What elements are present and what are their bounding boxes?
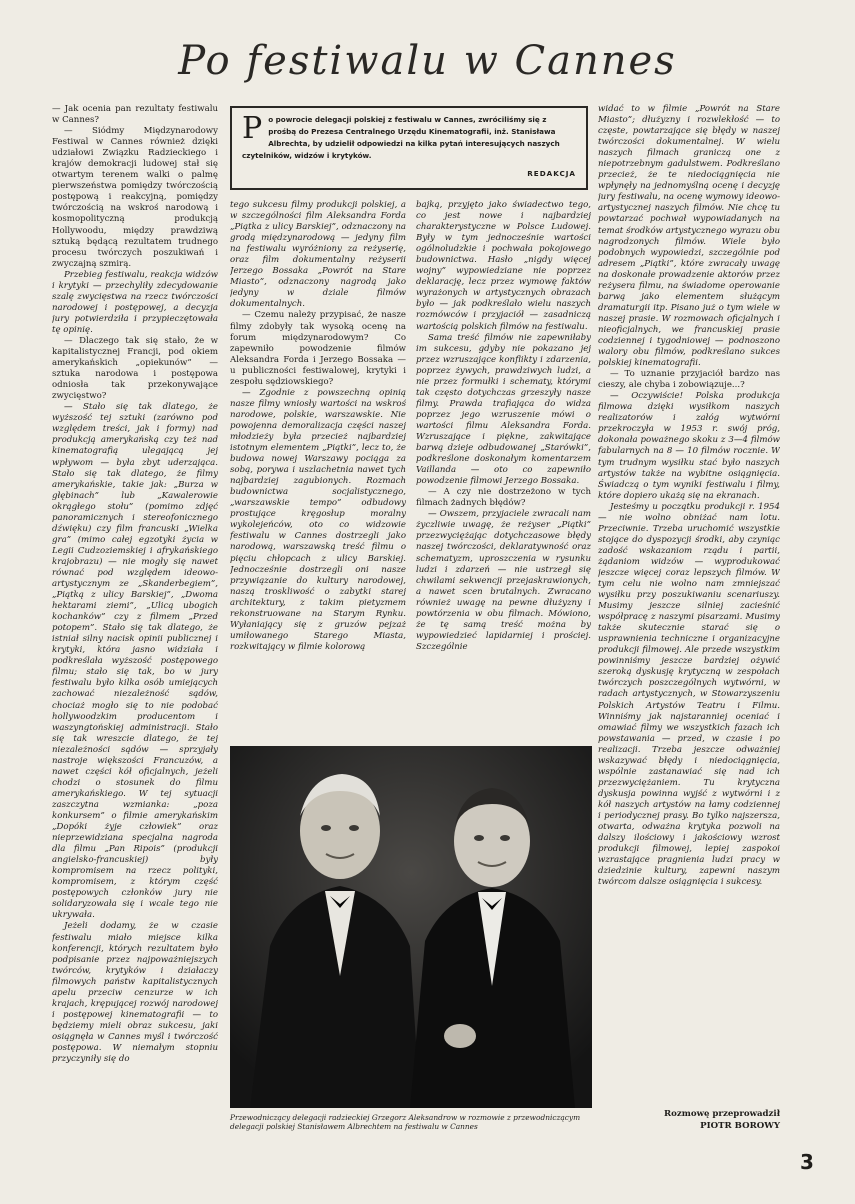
paragraph: tego sukcesu filmy produkcji polskiej, a w szczególności film Aleksandra Forda „Piątka z ulicy Barskiej”, odznaczony na grodą międzynarodową — jedyny film na festiwalu wyróżniony za reżyserię, oraz film dokumentalny reżyserii Jerzego Bossaka „Powrót na Stare Miasto”, odznaczony nagrodą jako jedyny w dziale filmów dokumentalnych. [230,200,406,310]
paragraph: — A czy nie dostrzeżono w tych filmach żadnych błędów? [416,487,591,509]
text-column-1 [52,104,218,1140]
paragraph: — Siódmy Międzynarodowy Festiwal w Cannes również dzięki udziałowi Związku Radzieckiego i krajów demokracji ludowej stał się otwartym terenem walki o palmę pierwszeństwa pomiędzy twórczością postępową i reakcyjną, pomiędzy twórczością na wskroś narodową i kosmopolityczną produkcją Hollywoodu, między prawdziwą sztuką będącą rezultatem trudnego procesu twórczych poszukiwań i zwyczajną szmirą. [52,126,218,269]
paragraph: — Owszem, przyjaciele zwracali nam życzliwie uwagę, że reżyser „Piątki” przezwyciężając dotychczasowe błędy naszej twórczości, deklaratywność oraz schematyzm, uproszczenia w rysunku ludzi i zdarzeń — nie ustrzegł się chwilami sekwencji przejaskrawionych, a nawet scen brutalnych. Zwracano również uwagę na pewne dłużyzny i powtórzenia w obu filmach. Mówiono, że tę samą treść można by wypowiedzieć lapidarniej i prościej. Szczególnie [416,509,591,652]
intro-text: o powrocie delegacji polskiej z festiwalu w Cannes, zwróciliśmy się z prośbą do Prezesa Centralnego Urzędu Kinematografii, inż. Stanisława Albrechta, by udzielił odpowiedzi na kilka pytań interesujących naszych czytelników, widzów i krytyków. [242,115,560,160]
paragraph: — Dlaczego tak się stało, że w kapitalistycznej Francji, pod okiem amerykańskich „opiekunów” — sztuka narodowa i postępowa odniosła tak przekonywające zwycięstwo? [52,335,218,402]
intro-box [230,106,588,190]
text-column-2 [230,200,406,728]
paragraph: — Zgodnie z powszechną opinią nasze filmy wniosły wartości na wskroś narodowe, polskie, warszawskie. Nie powojenna demoralizacja części naszej młodzieży była przecież najbardziej istotnym elementem „Piątki”, lecz to, że budowa nowej Warszawy pociąga za sobą, porywa i uszlachetnia nawet tych najbardziej zagubionych. Rozmach budownictwa socjalistycznego, „warszawskie tempo” odbudowy prostujące kręgosłup moralny wykolejeńców, oto co widzowie festiwalu w Cannes dostrzegli jako narodową, warszawską treść filmu o pięciu chłopcach z ulicy Barskiej. Jednocześnie dostrzegli oni nasze przywiązanie do kultury narodowej, naszą troskliwość o zabytki starej architektury, z takim pietyzmem rekonstruowane na Starym Rynku. Wyłaniający się z gruzów pejzaż umiłowanego Starego Miasta, rozkwitający w filmie kolorową [230,387,406,652]
paragraph: Jesteśmy u początku produkcji r. 1954 — nie wolno obniżać nam lotu. Przeciwnie. Trzeba uruchomić wszystkie stojące do dyspozycji środki, aby czyniąc zadość wskazaniom rządu i partii, żądaniom widzów — wyprodukować jeszcze więcej coraz lepszych filmów. W tym celu nie wolno nam zmniejszać wysiłku przy poszukiwaniu scenariuszy. Musimy jeszcze silniej zacieśnić współpracę z naszymi pisarzami. Musimy także skutecznie starać się o usprawnienia techniczne i organizacyjne produkcji filmowej. Ale przede wszystkim powinniśmy jeszcze bardziej ożywić szeroką dyskusję krytyczną w zespołach twórczych poszczególnych wytwórni, w radach artystycznych, w Stowarzyszeniu Polskich Artystów Teatru i Filmu. Winniśmy jak najstaranniej oceniać i omawiać filmy we wszystkich fazach ich powstawania — przed, w czasie i po realizacji. Trzeba jeszcze odważniej wskazywać błędy i niedociągnięcia, wspólnie zastanawiać się nad ich przezwyciężaniem. Tu krytyczna dyskusja powinna wyjść z wytwórni i z kół naszych artystów na łamy codziennej i periodycznej prasy. Bo tylko najszersza, otwarta, odważna krytyka pozwoli na dalszy ilościowy i jakościowy wzrost produkcji filmowej, lepiej zaspokoi wzrastające pragnienia ludzi pracy w dziedzinie kultury, zapewni naszym twórcom dalsze osiągnięcia i sukcesy. [598,501,780,888]
paragraph: bajką, przyjęto jako świadectwo tego, co jest nowe i najbardziej charakterystyczne w Polsce Ludowej. Były w tym jednocześnie wartości ogólnoludzkie i pochwała pokojowego budownictwa. Hasło „nigdy więcej wojny” wypowiedziane nie poprzez deklarację, lecz przez wymowę faktów wyrażonych w artystycznych obrazach było — jak podkreślało wielu naszych rozmówców i przyjaciół — zasadniczą wartością polskich filmów na festiwalu. [416,200,591,332]
paragraph: — Jak ocenia pan rezultaty festiwalu w Cannes? [52,104,218,126]
intro-dropcap: P [242,111,263,146]
article-title: Po festiwalu w Cannes [178,38,677,84]
text-column-4 [598,104,780,1140]
signoff-line: Rozmowę przeprowadził [663,1109,780,1119]
paragraph: — Oczywiście! Polska produkcja filmowa dzięki wysiłkom naszych realizatorów i załóg wytwórni przekroczyła w 1953 r. swój próg, dokonała poważnego skoku z 3—4 filmów fabularnych na 8 — 10 filmów rocznie. W tym trudnym wysiłku stać było naszych artystów także na wybitne osiągnięcia. Świadczą o tym wyniki festiwalu i filmy, które dopiero ukażą się na ekranach. [598,391,780,501]
delegation-photo [230,746,592,1108]
paragraph: — To uznanie przyjaciół bardzo nas cieszy, ale chyba i zobowiązuje...? [598,369,780,391]
photo-caption: Przewodniczący delegacji radzieckiej Grzegorz Aleksandrow w rozmowie z przewodniczącym delegacji polskiej Stanisławem Albrechtem na festiwalu w Cannes [230,1113,581,1131]
page-number: 3 [800,1150,814,1174]
paragraph: Przebieg festiwalu, reakcja widzów i krytyki — przechyliły zdecydowanie szalę zwycięstwa na rzecz twórczości narodowej i postępowej, a decyzja jury potwierdziła i przypieczętowała tę opinię. [52,269,218,335]
paragraph: widać to w filmie „Powrót na Stare Miasto”; dłużyzny i rozwlekłość — to częste, powtarzające się błędy w naszej twórczości dokumentalnej. W wielu naszych filmach graniczą one z niepotrzebnym gadulstwem. Podkreślano przecież, że te niedociągnięcia nie wpłynęły na jednomyślną ocenę i decyzję jury festiwalu, na ocenę wymowy ideowo-artystycznej naszych filmów. Nie chcę tu powtarzać pochwał wypowiadanych na temat środków artystycznego wyrazu obu nagrodzonych filmów. Wiele było podobnych wypowiedzi, szczególnie pod adresem „Piątki”, które zwracały uwagę na doskonałe prowadzenie aktorów przez reżysera filmu, na świadome operowanie barwą jako elementem służącym dramaturgii itp. Pisano już o tym wiele w naszej prasie. W rozmowach oficjalnych i nieoficjalnych, we francuskiej prasie codziennej i tygodniowej — podnoszono walory obu filmów, podkreślano sukces polskiej kinematografii. [598,104,780,369]
paragraph: Sama treść filmów nie zapewniłaby im sukcesu, gdyby nie pokazano jej przez wzruszające konflikty i zdarzenia, poprzez żywych, prawdziwych ludzi, a nie przez formułki i schematy, którymi tak często dotychczas grzeszyły nasze filmy. Prawda trafiająca do widza poprzez jego wzruszenie mówi o wartości filmu Aleksandra Forda. Wzruszające i piękne, zakwitające barwą dzieje odbudowanej „Starówki”, podkreślone doskonałym komentarzem Vaillanda — oto co zapewniło powodzenie filmowi Jerzego Bossaka. [416,332,591,487]
photo-illustration [230,746,592,1108]
paragraph: — Stało się tak dlatego, że wyższość tej sztuki (zarówno pod względem treści, jak i formy) nad produkcją amerykańską czy też nad kinematografią ulegającą jej wpływom — była zbyt uderzająca. Stało się tak dlatego, że filmy amerykańskie, takie jak: „Burza w głębinach” lub „Kawalerowie okrągłego stołu” (pomimo zdjęć panoramicznych i stereofonicznego dźwięku) czy film francuski „Wielka gra” (mimo całej egzotyki życia w Legii Cudzoziemskiej i afrykańskiego krajobrazu) — nie mogły się nawet równać pod względem ideowo-artystycznym ze „Skanderbegiem”, „Piątką z ulicy Barskiej”, „Dwoma hektarami ziemi”, „Ulicą ubogich kochanków” czy z filmem „Przed potopem”. Stało się tak dlatego, że istniał silny nacisk opinii publicznej i krytyki, która jasno widziała i podkreślała wyższość postępowego filmu; stało się tak, bo w jury festiwalu było kilka osób umiejących zachować niezależność sądów, chociaż mogło się to nie podobać hollywoodzkim producentom i waszyngtońskiej administracji. Stało się tak wreszcie dlatego, że tej niezależności sądów — sprzyjały nastroje większości Francuzów, a nawet części kół oficjalnych, jeżeli chodzi o stosunek do filmu amerykańskiego. W tej sytuacji zaszczytna wzmianka: „poza konkursem” o filmie amerykańskim „Dopóki żyje człowiek” oraz nieprzewidziana specjalna nagroda dla filmu „Pan Ripois” (produkcji angielsko-francuskiej) były kompromisem na rzecz polityki, kompromisem, z którym część postępowych członków jury nie solidaryzowała się i wcale tego nie ukrywała. [52,402,218,921]
intro-signature: REDAKCJA [527,169,576,178]
author-name: PIOTR BOROWY [700,1121,780,1131]
text-column-3 [416,200,591,728]
paragraph: — Czemu należy przypisać, że nasze filmy zdobyły tak wysoką ocenę na forum międzynarodowym? Co zapewniło powodzenie filmów Aleksandra Forda i Jerzego Bossaka — u publiczności festiwalowej, krytyki i zespołu sędziowskiego? [230,310,406,387]
signoff [598,1108,780,1132]
paragraph: Jeżeli dodamy, że w czasie festiwalu miało miejsce kilka konferencji, których rezultatem było podpisanie przez najpoważniejszych twórców, krytyków i działaczy filmowych państw kapitalistycznych apelu przeciw cenzurze w ich krajach, krępującej rozwój narodowej i postępowej kinematografii — to będziemy mieli obraz sukcesu, jaki osiągnęła w Cannes myśl i twórczość postępowa. W niemałym stopniu przyczyniły się do [52,921,218,1065]
